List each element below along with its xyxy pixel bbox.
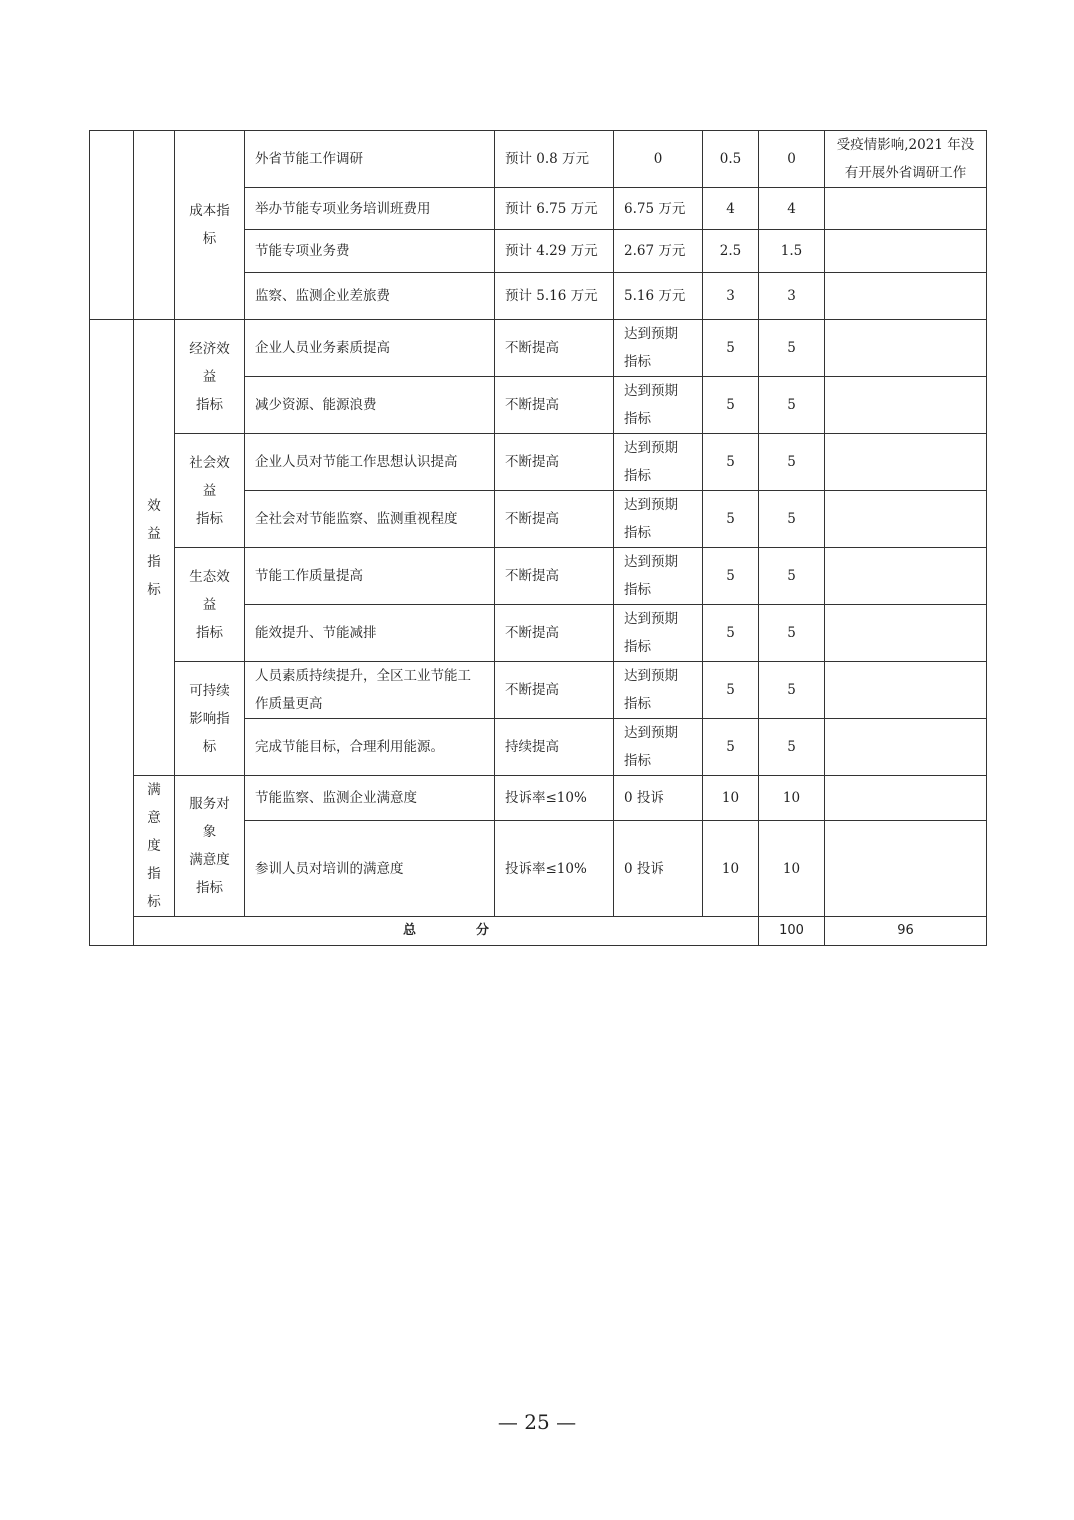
actual-cell	[614, 434, 703, 491]
remark-line: 受疫情影响,2021 年没	[836, 137, 975, 153]
actual-cell	[614, 662, 703, 719]
table-row	[90, 776, 987, 821]
label-line: 标	[202, 738, 217, 755]
label-char: 益	[147, 525, 161, 542]
total-row	[90, 917, 987, 946]
target-cell: 投诉率≤10%	[495, 776, 614, 821]
performance-evaluation-table	[89, 130, 987, 946]
score-cell: 5	[759, 548, 825, 605]
target-cell: 持续提高	[495, 719, 614, 776]
actual-line: 达到预期	[624, 497, 678, 513]
item-cell: 全社会对节能监察、监测重视程度	[245, 491, 495, 548]
item-cell: 参训人员对培训的满意度	[245, 821, 495, 917]
actual-line: 达到预期	[624, 554, 678, 570]
actual-line: 达到预期	[624, 440, 678, 456]
level1-cell-empty	[90, 320, 134, 946]
label-char: 意	[147, 810, 161, 826]
weight-cell: 5	[703, 662, 759, 719]
level1-cell-empty	[90, 131, 134, 320]
target-cell: 预计 0.8 万元	[495, 131, 614, 188]
actual-line: 达到预期	[624, 383, 678, 399]
label-line: 象	[202, 824, 217, 840]
weight-cell: 3	[703, 273, 759, 320]
score-cell: 5	[759, 320, 825, 377]
score-cell: 5	[759, 662, 825, 719]
score-cell: 5	[759, 434, 825, 491]
item-cell: 减少资源、能源浪费	[245, 377, 495, 434]
label-line: 指标	[196, 396, 223, 413]
item-line: 人员素质持续提升，全区工业节能工	[255, 668, 471, 684]
weight-cell: 5	[703, 719, 759, 776]
total-label-b: 分	[476, 923, 490, 938]
item-cell: 节能专项业务费	[245, 230, 495, 273]
actual-line: 指标	[624, 525, 651, 541]
actual-cell	[614, 605, 703, 662]
actual-cell: 0 投诉	[614, 776, 703, 821]
target-cell: 不断提高	[495, 662, 614, 719]
service-target-satisfaction-label	[175, 776, 245, 917]
weight-cell: 5	[703, 377, 759, 434]
remark-cell	[825, 320, 987, 377]
weight-cell: 4	[703, 188, 759, 230]
label-char: 度	[147, 838, 161, 854]
remark-cell	[825, 662, 987, 719]
item-cell: 完成节能目标，合理利用能源。	[245, 719, 495, 776]
item-cell	[245, 662, 495, 719]
satisfaction-indicator-label	[134, 776, 175, 917]
total-weight: 100	[759, 917, 825, 946]
score-cell: 0	[759, 131, 825, 188]
remark-cell	[825, 230, 987, 273]
target-cell: 不断提高	[495, 605, 614, 662]
score-cell: 10	[759, 776, 825, 821]
item-cell: 外省节能工作调研	[245, 131, 495, 188]
label-line: 社会效	[189, 454, 230, 471]
item-cell: 节能工作质量提高	[245, 548, 495, 605]
cost-indicator-label	[175, 131, 245, 320]
label-char: 指	[147, 553, 161, 570]
weight-cell: 10	[703, 776, 759, 821]
item-cell: 节能监察、监测企业满意度	[245, 776, 495, 821]
actual-line: 达到预期	[624, 326, 678, 342]
item-line: 作质量更高	[255, 696, 323, 712]
ecological-benefit-label	[175, 548, 245, 662]
target-cell: 预计 4.29 万元	[495, 230, 614, 273]
item-cell: 企业人员业务素质提高	[245, 320, 495, 377]
actual-line: 指标	[624, 411, 651, 427]
table-row	[90, 548, 987, 605]
label-line: 指标	[196, 510, 223, 527]
actual-line: 达到预期	[624, 725, 678, 741]
cost-indicator-text: 成本指标	[189, 203, 230, 247]
target-cell: 投诉率≤10%	[495, 821, 614, 917]
label-line: 服务对	[189, 796, 230, 812]
label-line: 益	[202, 482, 217, 499]
label-line: 生态效	[189, 568, 230, 585]
actual-cell	[614, 548, 703, 605]
total-label-a: 总	[402, 923, 416, 938]
label-char: 标	[147, 581, 161, 598]
target-cell: 预计 6.75 万元	[495, 188, 614, 230]
actual-cell	[614, 320, 703, 377]
label-char: 标	[147, 894, 161, 910]
benefit-indicator-label	[134, 320, 175, 776]
sustainable-impact-label	[175, 662, 245, 776]
actual-line: 达到预期	[624, 611, 678, 627]
score-cell: 5	[759, 491, 825, 548]
score-cell: 10	[759, 821, 825, 917]
actual-line: 指标	[624, 354, 651, 370]
score-cell: 4	[759, 188, 825, 230]
remark-cell	[825, 776, 987, 821]
remark-cell	[825, 491, 987, 548]
actual-cell: 2.67 万元	[614, 230, 703, 273]
label-line: 经济效	[189, 340, 230, 357]
actual-cell	[614, 491, 703, 548]
table-row	[90, 662, 987, 719]
remark-cell	[825, 548, 987, 605]
actual-line: 指标	[624, 468, 651, 484]
actual-cell	[614, 719, 703, 776]
label-line: 指标	[196, 624, 223, 641]
actual-cell	[614, 377, 703, 434]
page-number: — 25 —	[497, 1410, 577, 1434]
total-score: 96	[825, 917, 987, 946]
social-benefit-label	[175, 434, 245, 548]
label-char: 指	[147, 866, 161, 882]
label-char: 效	[147, 497, 161, 514]
actual-cell: 6.75 万元	[614, 188, 703, 230]
label-line: 指标	[196, 880, 223, 896]
label-char: 满	[147, 782, 161, 798]
actual-line: 指标	[624, 696, 651, 712]
weight-cell: 5	[703, 320, 759, 377]
remark-cell	[825, 719, 987, 776]
level2-cell-empty	[134, 131, 175, 320]
score-cell: 5	[759, 377, 825, 434]
remark-cell	[825, 188, 987, 230]
label-line: 益	[202, 368, 217, 385]
remark-cell	[825, 273, 987, 320]
score-cell: 5	[759, 605, 825, 662]
economic-benefit-label	[175, 320, 245, 434]
weight-cell: 0.5	[703, 131, 759, 188]
target-cell: 预计 5.16 万元	[495, 273, 614, 320]
target-cell: 不断提高	[495, 434, 614, 491]
target-cell: 不断提高	[495, 320, 614, 377]
weight-cell: 2.5	[703, 230, 759, 273]
label-line: 影响指	[189, 710, 230, 727]
weight-cell: 10	[703, 821, 759, 917]
actual-line: 达到预期	[624, 668, 678, 684]
table-row	[90, 131, 987, 188]
target-cell: 不断提高	[495, 548, 614, 605]
item-cell: 企业人员对节能工作思想认识提高	[245, 434, 495, 491]
weight-cell: 5	[703, 548, 759, 605]
item-cell: 监察、监测企业差旅费	[245, 273, 495, 320]
weight-cell: 5	[703, 434, 759, 491]
weight-cell: 5	[703, 491, 759, 548]
actual-line: 指标	[624, 753, 651, 769]
label-line: 可持续	[189, 682, 230, 699]
target-cell: 不断提高	[495, 377, 614, 434]
table-row	[90, 434, 987, 491]
remark-cell	[825, 377, 987, 434]
actual-line: 指标	[624, 582, 651, 598]
actual-cell: 0 投诉	[614, 821, 703, 917]
remark-cell	[825, 131, 987, 188]
label-line: 满意度	[189, 852, 230, 868]
score-cell: 3	[759, 273, 825, 320]
actual-cell: 5.16 万元	[614, 273, 703, 320]
table-row	[90, 320, 987, 377]
target-cell: 不断提高	[495, 491, 614, 548]
label-line: 益	[202, 596, 217, 613]
remark-cell	[825, 605, 987, 662]
score-cell: 5	[759, 719, 825, 776]
item-cell: 举办节能专项业务培训班费用	[245, 188, 495, 230]
actual-line: 指标	[624, 639, 651, 655]
item-cell: 能效提升、节能减排	[245, 605, 495, 662]
remark-cell	[825, 434, 987, 491]
actual-cell: 0	[614, 131, 703, 188]
remark-cell	[825, 821, 987, 917]
score-cell: 1.5	[759, 230, 825, 273]
weight-cell: 5	[703, 605, 759, 662]
remark-line: 有开展外省调研工作	[844, 165, 967, 181]
total-label	[134, 917, 759, 946]
